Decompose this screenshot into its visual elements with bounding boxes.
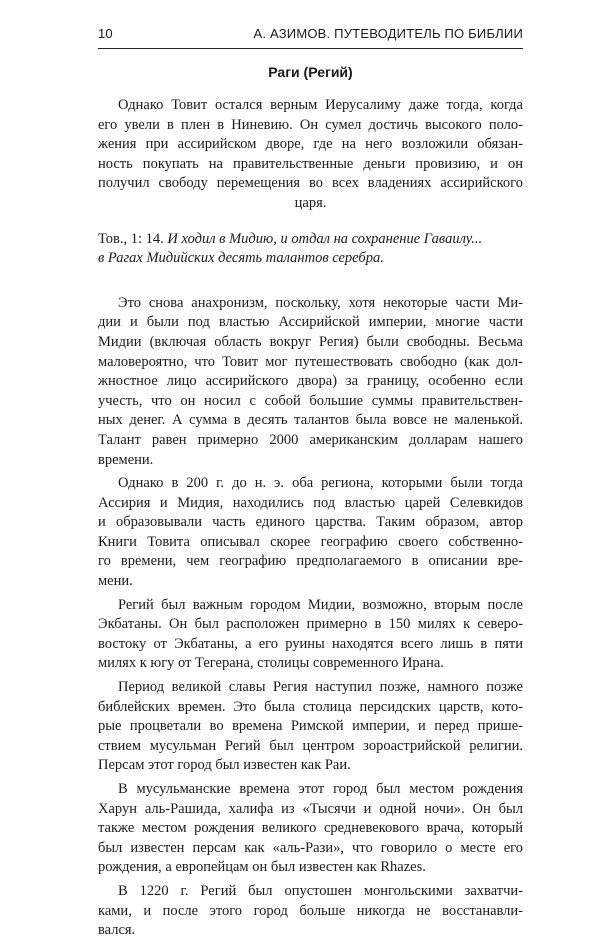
text-line: рождения, а европейцам он был известен как Rhazes. (98, 859, 426, 876)
paragraph-2 (98, 294, 523, 470)
scripture-quote (98, 230, 523, 269)
header-rule (98, 48, 523, 49)
text-line: жения при ассирийском дворе, где на него возложили обязан- (98, 136, 523, 153)
quote-text: И ходил в Мидию, и отдал на сохранение Гаваилу... (167, 230, 483, 247)
paragraph-7 (98, 882, 523, 941)
text-line: Однако Товит остался верным Иерусалиму даже тогда, когда (118, 97, 523, 113)
paragraph-5 (98, 678, 523, 776)
text-line: царя. (294, 194, 327, 211)
body-text (98, 96, 523, 945)
page-number: 10 (98, 26, 113, 41)
text-line: его увели в плен в Ниневию. Он сумел достичь высокого поло- (98, 116, 523, 133)
text-line: маловероятно, что Товит мог путешествовать свободно (как дол- (98, 353, 523, 370)
text-line: Ассирия и Мидия, находились под властью царей Селевкидов (98, 494, 523, 511)
text-line: времени. (98, 451, 154, 468)
section-title: Раги (Регий) (268, 64, 353, 80)
paragraph-3 (98, 474, 523, 592)
paragraph-6 (98, 780, 523, 878)
text-line: ных денег. А сумма в десять талантов была вовсе не маленькой. (98, 412, 523, 429)
text-line: го времени, чем географию предполагаемого в описании вре- (98, 553, 523, 570)
text-line: библейских времен. Это была столица персидских царств, кото- (98, 698, 523, 715)
text-line: ствием мусульман Регий был центром зороастрийской религии. (98, 737, 523, 754)
running-head-title: А. АЗИМОВ. ПУТЕВОДИТЕЛЬ ПО БИБЛИИ (253, 26, 523, 41)
text-line: Персам этот город был известен как Раи. (98, 757, 351, 774)
text-line: получил свободу перемещения во всех владениях ассирийского (98, 175, 523, 192)
text-line: дии и были под властью Ассирийской империи, многие части (98, 314, 523, 331)
text-line: рые процветали во времена Римской империи, и перед прише- (98, 718, 523, 735)
text-line: мени. (98, 573, 133, 590)
text-line: Это снова анахронизм, поскольку, хотя некоторые части Ми- (118, 294, 523, 311)
text-line: Экбатаны. Он был расположен примерно в 150 милях к северо- (98, 616, 523, 633)
text-line: Талант равен примерно 2000 американским долларам нашего (98, 431, 523, 448)
text-line: Книги Товита описывал скорее географию своего собственно- (98, 533, 523, 550)
text-line: вался. (98, 922, 136, 939)
quote-line (98, 230, 523, 250)
quote-reference: Тов., 1: 14. (98, 230, 164, 247)
text-line: ность покупать на правительственные деньги провизию, и он (98, 155, 523, 172)
text-line: был известен персам как «аль-Рази», что говорило о месте его (98, 839, 523, 856)
quote-line: в Рагах Мидийских десять талантов серебра. (98, 250, 384, 267)
text-line: милях к югу от Тегерана, столицы современного Ирана. (98, 655, 444, 672)
text-line: Период великой славы Регия наступил позже, намного позже (118, 679, 523, 696)
text-line: ками, и после этого город больше никогда не восстанавли- (98, 902, 523, 919)
text-line: Мидии (включая область вокруг Регия) были свободны. Весьма (98, 333, 523, 350)
text-line: В мусульманские времена этот город был местом рождения (118, 781, 523, 797)
text-line: и образовывали часть единого царства. Таким образом, автор (98, 514, 523, 531)
text-line: Однако в 200 г. до н. э. оба региона, которыми были тогда (118, 475, 523, 492)
paragraph-1 (98, 96, 523, 214)
text-line: учесть, что он носил с собой большие суммы правительствен- (98, 392, 523, 409)
text-line: востоку от Экбатаны, а его руины находятся всего лишь в пяти (98, 635, 523, 652)
running-head (98, 24, 523, 44)
text-line: жностное лицо ассирийского двора) за границу, особенно если (98, 373, 523, 390)
paragraph-4 (98, 596, 523, 674)
text-line: Регий был важным городом Мидии, возможно, вторым после (118, 596, 523, 613)
text-line: В 1220 г. Регий был опустошен монгольскими захватчи- (118, 882, 523, 899)
text-line: также местом рождения великого средневекового врача, который (98, 820, 523, 837)
text-line: Харун аль-Рашида, халифа из «Тысячи и одной ночи». Он был (98, 800, 523, 817)
